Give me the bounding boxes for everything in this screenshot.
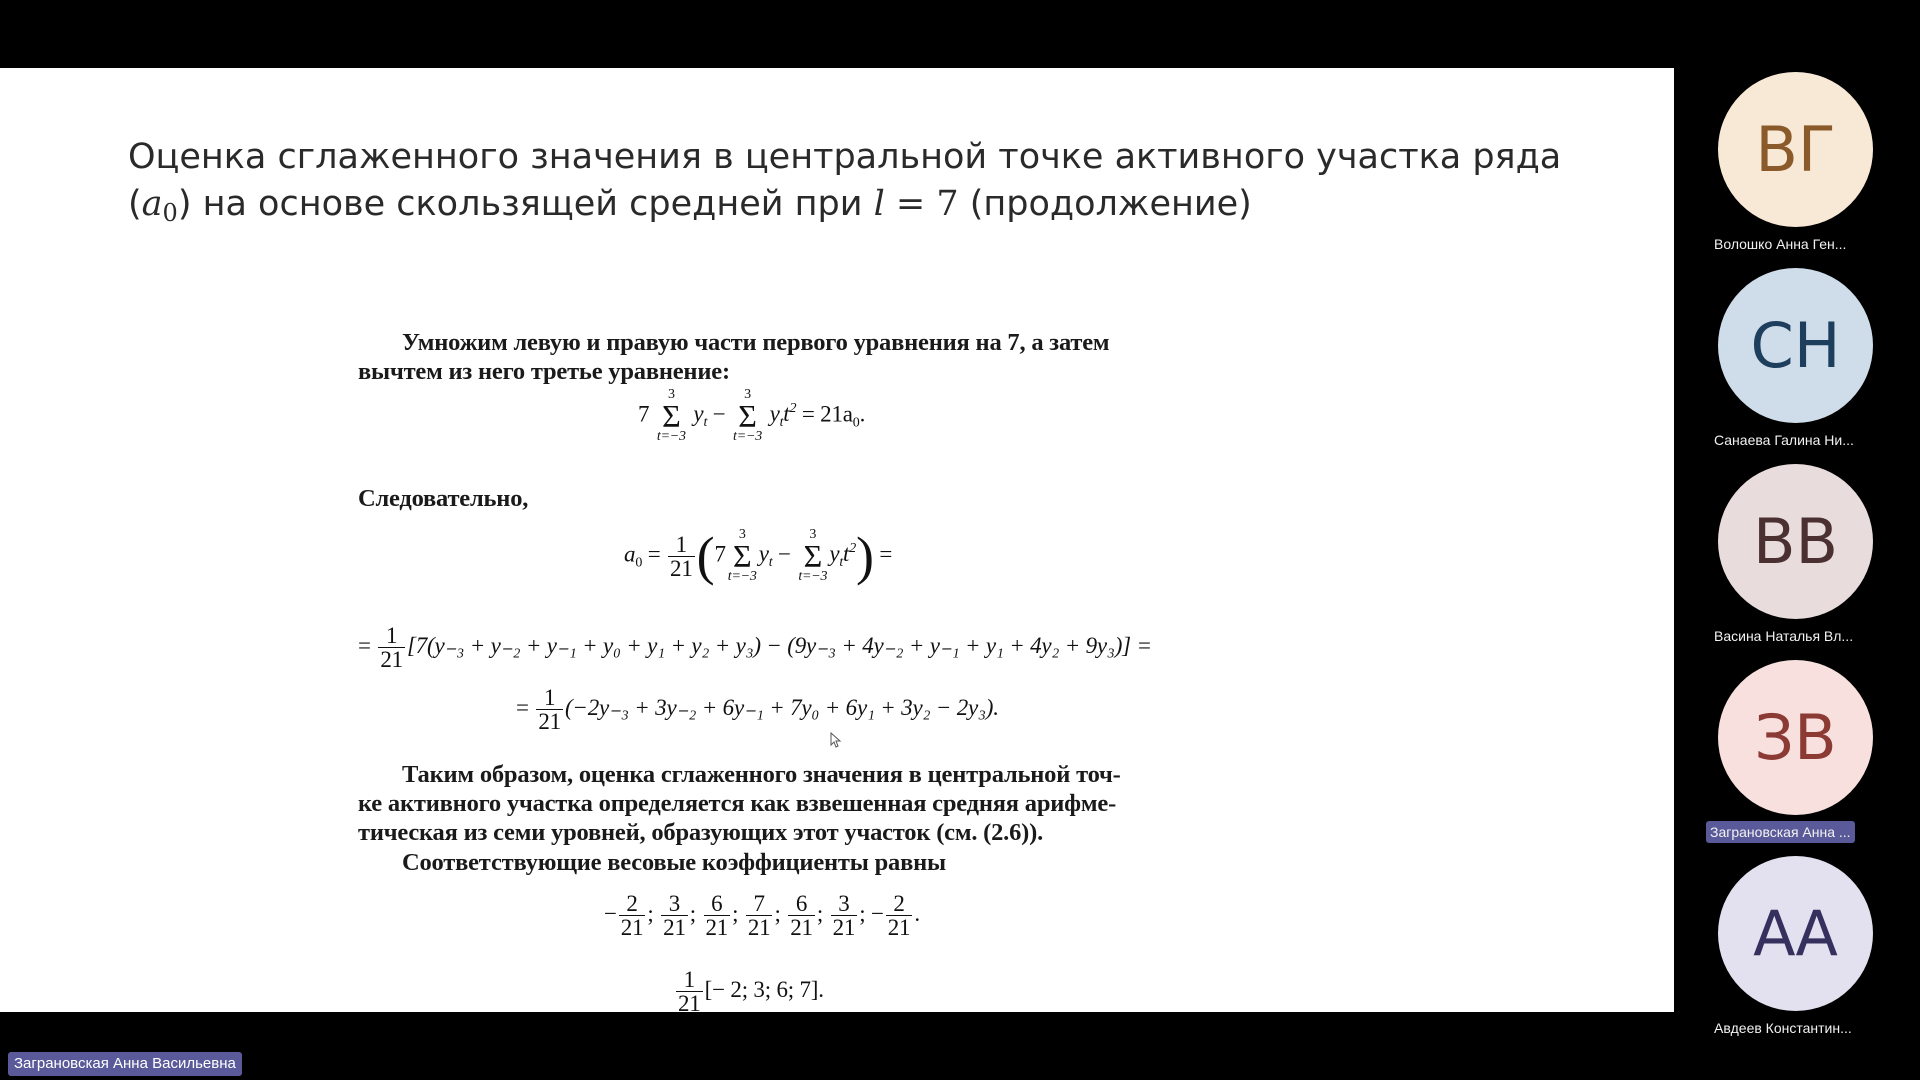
- slide-title: [128, 134, 1588, 237]
- participant-tile[interactable]: [1674, 854, 1920, 1050]
- participant-name: Авдеев Константин...: [1714, 1020, 1852, 1036]
- weight-fraction: $\frac{6}{21}$: [790, 891, 813, 940]
- paragraph-4: Соответствующие весовые коэффициенты равны: [402, 849, 946, 876]
- weights-row: − $\frac{2}{21}$ ; $\frac{3}{21}$ ; $\frac{6}{21}$ ; $\frac{7}{21}$ ; $\frac{6}{21}$ ; $\frac{3}{21}$ ; − $\frac{2}{21}$ .: [604, 891, 920, 940]
- weight-fraction: $\frac{3}{21}$: [663, 891, 686, 940]
- paragraph-2: Следовательно,: [358, 485, 529, 512]
- equation-2: $a_0$ = $\frac{1}{21}$ (7 3 Σ t=−3 $y_t$ − 3 Σ t=−3 $y_tt^2$) =: [624, 526, 893, 586]
- shared-slide: [0, 68, 1674, 1012]
- sum-operator: 3 Σ t=−3: [733, 387, 762, 444]
- weight-fraction: $\frac{2}{21}$: [887, 891, 911, 940]
- textbook-scan: [356, 258, 1186, 1012]
- avatar: СН: [1718, 268, 1873, 423]
- title-line-2: $(a_0)$ на основе скользящей средней при l = 7 (продолжение): [128, 184, 1252, 227]
- participants-panel: [1674, 68, 1920, 1036]
- final-expression: $\frac{1}{21}$ [− 2; 3; 6; 7].: [678, 967, 824, 1012]
- avatar: АА: [1718, 856, 1873, 1011]
- title-line-1: Оценка сглаженного значения в центральной точке активного участка ряда: [128, 137, 1562, 177]
- weight-fraction: $\frac{7}{21}$: [747, 891, 771, 940]
- participant-tile-active-speaker[interactable]: [1674, 658, 1920, 854]
- participant-name: Волошко Анна Ген...: [1714, 236, 1847, 252]
- participant-name: Заграновская Анна ...: [1706, 821, 1855, 843]
- equation-4: = $\frac{1}{21}$ (−2y₋₃ + 3y₋₂ + 6y₋₁ + 7y₀ + 6y₁ + 3y₂ − 2y₃).: [516, 685, 999, 734]
- paragraph-1: Умножим левую и правую части первого уравнения на 7, а затем вычтем из него третье уравнение:: [358, 329, 1110, 385]
- participant-name: Васина Наталья Вл...: [1714, 628, 1854, 644]
- equation-1: 7 3 Σ t=−3 $y_t$ − 3 Σ t=−3 $y_tt^2 = 21a_0$.: [638, 387, 866, 444]
- active-speaker-label: Заграновская Анна Васильевна: [8, 1052, 242, 1076]
- avatar: ВВ: [1718, 464, 1873, 619]
- participant-tile[interactable]: [1674, 266, 1920, 462]
- paragraph-3: Таким образом, оценка сглаженного значения в центральной точ- ке активного участка определяется как взвешенная средняя арифме- тическая из семи уровней, образующих этот участок (см. (2.6)).: [358, 761, 1121, 846]
- weight-fraction: $\frac{6}{21}$: [705, 891, 729, 940]
- weight-fraction: $\frac{2}{21}$: [620, 891, 644, 940]
- avatar: ЗВ: [1718, 660, 1873, 815]
- participant-name: Санаева Галина Ни...: [1714, 432, 1854, 448]
- avatar: ВГ: [1718, 72, 1873, 227]
- sum-operator: 3 Σ t=−3: [656, 387, 686, 444]
- participant-tile[interactable]: [1674, 462, 1920, 658]
- participant-tile[interactable]: [1674, 70, 1920, 266]
- equation-3: = $\frac{1}{21}$ [7(y₋₃ + y₋₂ + y₋₁ + y₀ + y₁ + y₂ + y₃) − (9y₋₃ + 4y₋₂ + y₋₁ + y₁ + 4y₂ + 9y₃)] =: [358, 623, 1152, 672]
- mouse-cursor-icon: [830, 732, 842, 748]
- weight-fraction: $\frac{3}{21}$: [832, 891, 856, 940]
